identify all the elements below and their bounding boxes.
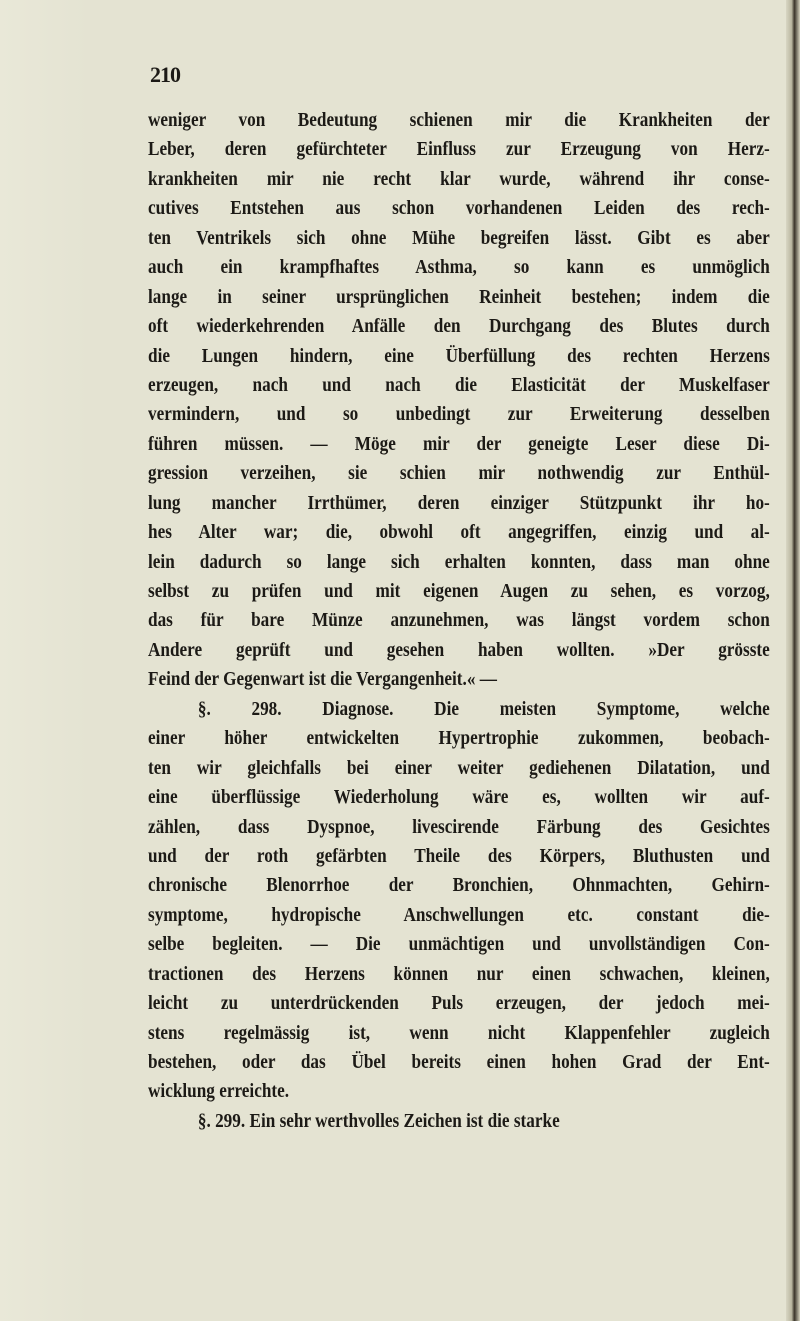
text-line: Andere geprüft und gesehen haben wollten. »Der grösste [148, 638, 770, 661]
text-line: bestehen, oder das Übel bereits einen hohen Grad der Ent- [148, 1051, 770, 1073]
text-line: das für bare Münze anzunehmen, was längst vordem schon [148, 609, 770, 632]
text-line: wicklung erreichte. [148, 1080, 290, 1103]
text-line: eine überflüssige Wiederholung wäre es, wollten wir auf- [148, 786, 770, 809]
text-line: auch ein krampfhaftes Asthma, so kann es unmöglich [148, 256, 770, 279]
text-line: lange in seiner ursprünglichen Reinheit bestehen; indem die [148, 285, 770, 308]
text-line: Leber, deren gefürchteter Einfluss zur Erzeugung von Herz- [148, 138, 770, 161]
text-line: §. 298. Diagnose. Die meisten Symptome, welche [197, 697, 770, 720]
text-line: cutives Entstehen aus schon vorhandenen Leiden des rech- [148, 197, 770, 220]
text-line: gression verzeihen, sie schien mir nothwendig zur Enthül- [148, 462, 770, 485]
text-line: und der roth gefärbten Theile des Körpers, Bluthusten und [148, 844, 770, 867]
text-line: hes Alter war; die, obwohl oft angegriffen, einzig und al- [148, 521, 770, 544]
text-line: lung mancher Irrthümer, deren einziger Stützpunkt ihr ho- [148, 491, 770, 514]
text-line: selbst zu prüfen und mit eigenen Augen zu sehen, es vorzog, [148, 580, 770, 602]
page-number: 210 [150, 62, 180, 87]
text-line: lein dadurch so lange sich erhalten konnten, dass man ohne [148, 550, 770, 573]
text-line: §. 299. Ein sehr werthvolles Zeichen ist die starke [197, 1109, 560, 1132]
text-line: ten Ventrikels sich ohne Mühe begreifen lässt. Gibt es aber [148, 226, 770, 249]
text-line: tractionen des Herzens können nur einen schwachen, kleinen, [148, 962, 770, 985]
text-line: krankheiten mir nie recht klar wurde, während ihr conse- [148, 167, 770, 190]
text-line: ten wir gleichfalls bei einer weiter gediehenen Dilatation, und [148, 756, 770, 779]
text-line: leicht zu unterdrückenden Puls erzeugen, der jedoch mei- [148, 992, 770, 1015]
page-margin [0, 0, 90, 1321]
page-edge [786, 0, 800, 1321]
text-line: Feind der Gegenwart ist die Vergangenheit.« — [148, 668, 497, 691]
text-line: zählen, dass Dyspnoe, livescirende Färbung des Gesichtes [148, 815, 770, 838]
text-line: chronische Blenorrhoe der Bronchien, Ohnmachten, Gehirn- [148, 874, 770, 897]
text-line: einer höher entwickelten Hypertrophie zukommen, beobach- [148, 727, 770, 750]
page-body [148, 106, 770, 1136]
text-line: symptome, hydropische Anschwellungen etc. constant die- [148, 903, 770, 926]
text-line: weniger von Bedeutung schienen mir die Krankheiten der [148, 109, 770, 131]
text-line: vermindern, und so unbedingt zur Erweiterung desselben [148, 403, 770, 426]
text-line: die Lungen hindern, eine Überfüllung des rechten Herzens [148, 344, 770, 367]
text-line: stens regelmässig ist, wenn nicht Klappenfehler zugleich [148, 1021, 770, 1044]
text-line: oft wiederkehrenden Anfälle den Durchgang des Blutes durch [148, 315, 770, 338]
text-line: selbe begleiten. — Die unmächtigen und unvollständigen Con- [148, 933, 770, 956]
text-line: erzeugen, nach und nach die Elasticität der Muskelfaser [148, 373, 770, 396]
text-line: führen müssen. — Möge mir der geneigte Leser diese Di- [148, 432, 770, 455]
